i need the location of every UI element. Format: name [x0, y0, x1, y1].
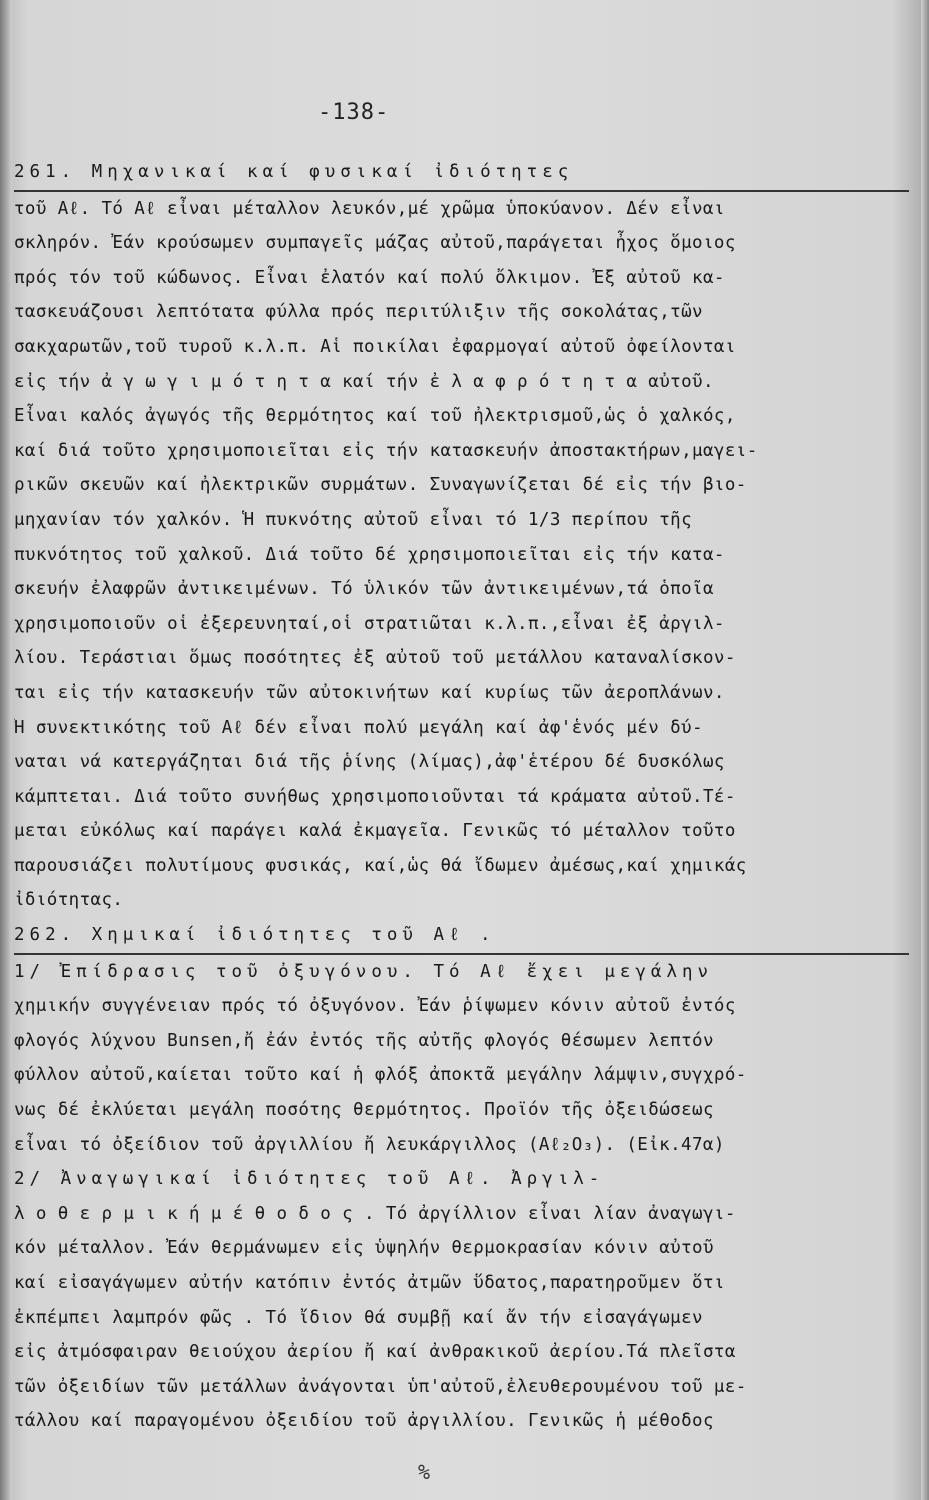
text-line: τῶν ὀξειδίων τῶν μετάλλων ἀνάγονται ὑπ'αὐτοῦ,ἐλευθερουμένου τοῦ με- — [14, 1376, 747, 1397]
text-line: 261. Μηχανικαί καί φυσικαί ἰδιότητες — [14, 155, 909, 192]
text-line: χρησιμοποιοῦν οἱ ἐξερευνηταί,οἱ στρατιῶται κ.λ.π.,εἶναι ἐξ ἀργιλ- — [14, 613, 725, 634]
text-line: κάμπτεται. Διά τοῦτο συνήθως χρησιμοποιοῦνται τά κράματα αὐτοῦ.Τέ- — [14, 786, 736, 807]
text-line: χημικήν συγγένειαν πρός τό ὀξυγόνον. Ἐάν ῥίψωμεν κόνιν αὐτοῦ ἐντός — [14, 996, 736, 1017]
text-line: λ ο θ ε ρ μ ι κ ή μ έ θ ο δ ο ς . Τό ἀργίλλιον εἶναι λίαν ἀναγωγι- — [14, 1203, 736, 1224]
text-line: Ἡ συνεκτικότης τοῦ Aℓ δέν εἶναι πολύ μεγάλη καί ἀφ'ἑνός μέν δύ- — [14, 717, 703, 738]
text-line: 2/ Ἀναγωγικαί ἰδιότητες τοῦ Aℓ. Ἀργιλ- — [14, 1169, 605, 1190]
text-line: φύλλον αὐτοῦ,καίεται τοῦτο καί ἡ φλόξ ἀποκτᾶ μεγάλην λάμψιν,συγχρό- — [14, 1065, 747, 1086]
text-line: τοῦ Aℓ. Τό Aℓ εἶναι μέταλλον λευκόν,μέ χρῶμα ὑποκύανον. Δέν εἶναι — [14, 198, 725, 219]
text-line: πυκνότητος τοῦ χαλκοῦ. Διά τοῦτο δέ χρησιμοποιεῖται εἰς τήν κατα- — [14, 544, 725, 565]
text-line: σκευήν ἐλαφρῶν ἀντικειμένων. Τό ὑλικόν τῶν ἀντικειμένων,τά ὁποῖα — [14, 579, 714, 600]
footer-mark: % — [418, 1460, 431, 1484]
text-line: λίου. Τεράστιαι ὅμως ποσότητες ἐξ αὐτοῦ τοῦ μετάλλου καταναλίσκον- — [14, 648, 736, 669]
text-line: σκληρόν. Ἐάν κρούσωμεν συμπαγεῖς μάζας αὐτοῦ,παράγεται ἦχος ὅμοιος — [14, 233, 736, 254]
text-line: τασκευάζουσι λεπτότατα φύλλα πρός περιτύλιξιν τῆς σοκολάτας,τῶν — [14, 302, 703, 323]
text-line: νως δέ ἐκλύεται μεγάλη ποσότης θερμότητος. Προϊόν τῆς ὀξειδώσεως — [14, 1100, 714, 1121]
text-line: ται εἰς τήν κατασκευήν τῶν αὐτοκινήτων καί κυρίως τῶν ἀεροπλάνων. — [14, 682, 725, 703]
page-number: -138- — [318, 100, 390, 125]
body-text — [14, 155, 909, 1439]
text-line: πρός τόν τοῦ κώδωνος. Εἶναι ἐλατόν καί πολύ ὄλκιμον. Ἐξ αὐτοῦ κα- — [14, 267, 725, 288]
text-line: εἰς τήν ἀ γ ω γ ι μ ό τ η τ α καί τήν ἐ λ α φ ρ ό τ η τ α αὐτοῦ. — [14, 371, 714, 392]
text-line: εἶναι τό ὀξείδιον τοῦ ἀργιλλίου ἤ λευκάργιλλος (Aℓ₂O₃). (Εἰκ.47α) — [14, 1134, 725, 1155]
page-fold-left — [0, 0, 12, 1500]
text-line: μεται εὐκόλως καί παράγει καλά ἐκμαγεῖα. Γενικῶς τό μέταλλον τοῦτο — [14, 821, 736, 842]
text-line: φλογός λύχνου Bunsen,ἤ ἐάν ἐντός τῆς αὐτῆς φλογός θέσωμεν λεπτόν — [14, 1030, 714, 1051]
text-line: ναται νά κατεργάζηται διά τῆς ῥίνης (λίμας),ἀφ'ἑτέρου δέ δυσκόλως — [14, 752, 725, 773]
text-line: ἐκπέμπει λαμπρόν φῶς . Τό ἴδιον θά συμβῇ καί ἄν τήν εἰσαγάγωμεν — [14, 1307, 703, 1328]
text-line: τάλλου καί παραγομένου ὀξειδίου τοῦ ἀργιλλίου. Γενικῶς ἡ μέθοδος — [14, 1411, 714, 1432]
text-line: Εἶναι καλός ἀγωγός τῆς θερμότητος καί τοῦ ἠλεκτρισμοῦ,ὡς ὁ χαλκός, — [14, 406, 736, 427]
text-line: εἰς ἀτμόσφαιραν θειούχου ἀερίου ἤ καί ἀνθρακικοῦ ἀερίου.Τά πλεῖστα — [14, 1342, 736, 1363]
text-line: παρουσιάζει πολυτίμους φυσικάς, καί,ὡς θά ἴδωμεν ἀμέσως,καί χημικάς — [14, 855, 747, 876]
text-line: 1/ Ἐπίδρασις τοῦ ὀξυγόνου. Τό Aℓ ἔχει μεγάλην — [14, 961, 714, 982]
text-line: καί διά τοῦτο χρησιμοποιεῖται εἰς τήν κατασκευήν ἀποστακτήρων,μαγει- — [14, 440, 758, 461]
text-line: κόν μέταλλον. Ἐάν θερμάνωμεν εἰς ὑψηλήν θερμοκρασίαν κόνιν αὐτοῦ — [14, 1238, 714, 1259]
text-line: ἰδιότητας. — [14, 890, 124, 911]
page-fold-right — [921, 0, 929, 1500]
text-line: 262. Χημικαί ἰδιότητες τοῦ Aℓ . — [14, 918, 909, 955]
text-line: ρικῶν σκευῶν καί ἠλεκτρικῶν συρμάτων. Συναγωνίζεται δέ εἰς τήν βιο- — [14, 475, 747, 496]
text-line: καί εἰσαγάγωμεν αὐτήν κατόπιν ἐντός ἀτμῶν ὕδατος,παρατηροῦμεν ὅτι — [14, 1273, 725, 1293]
text-line: σακχαρωτῶν,τοῦ τυροῦ κ.λ.π. Αἱ ποικίλαι ἐφαρμογαί αὐτοῦ ὀφείλονται — [14, 336, 736, 357]
text-line: μηχανίαν τόν χαλκόν. Ἡ πυκνότης αὐτοῦ εἶναι τό 1/3 περίπου τῆς — [14, 509, 693, 530]
